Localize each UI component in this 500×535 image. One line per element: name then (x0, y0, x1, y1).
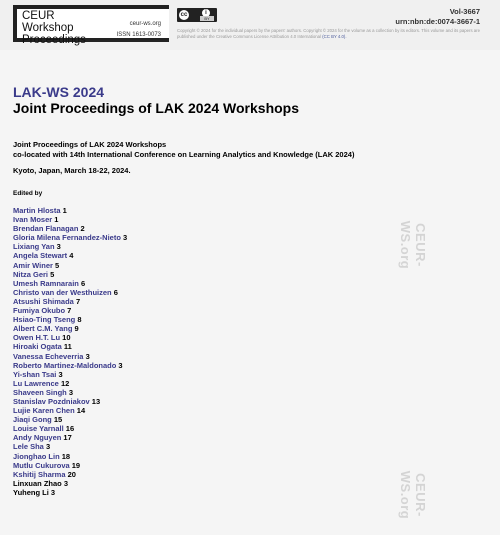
editor-name[interactable]: Louise Yarnall (13, 424, 64, 434)
editor-affiliation: 18 (59, 451, 71, 461)
editor-item (13, 261, 127, 270)
editor-item (13, 452, 127, 461)
watermark-2: CEUR-WS.org (398, 470, 428, 520)
editor-item (13, 315, 127, 324)
editor-affiliation: 14 (74, 406, 86, 416)
colocation-line-1: Joint Proceedings of LAK 2024 Workshops (13, 140, 167, 149)
editor-name[interactable]: Gloria Milena Fernandez-Nieto (13, 233, 121, 243)
editor-affiliation: 15 (51, 415, 63, 425)
editor-name[interactable]: Nitza Geri (13, 269, 49, 279)
editor-name[interactable]: Kshitij Sharma (13, 469, 66, 479)
page-title: Joint Proceedings of LAK 2024 Workshops (13, 100, 300, 116)
logo-line-2: Workshop (22, 22, 74, 34)
editor-affiliation: 3 (43, 442, 51, 452)
editor-item (13, 206, 127, 215)
editor-item (13, 251, 127, 260)
editor-name[interactable]: Shaveen Singh (13, 387, 67, 397)
editor-affiliation: 20 (65, 469, 76, 479)
editor-affiliation: 7 (65, 306, 72, 316)
editor-name[interactable]: Christo van der Westhuizen (13, 287, 112, 297)
editor-affiliation: 3 (54, 242, 61, 252)
cc-icon: cc (180, 12, 188, 18)
editor-name[interactable]: Vanessa Echeverria (13, 351, 84, 361)
editor-affiliation: 3 (48, 487, 56, 497)
editor-item (13, 297, 127, 306)
editor-item (13, 415, 127, 424)
editor-name[interactable]: Roberto Martinez-Maldonado (13, 360, 117, 370)
editor-affiliation: 3 (116, 360, 123, 370)
editor-item (13, 233, 127, 242)
by-icon: i (202, 9, 210, 17)
editor-affiliation: 2 (78, 224, 85, 234)
ceur-logo[interactable] (13, 5, 169, 46)
license-text (177, 28, 482, 39)
editor-name: Linxuan Zhao (13, 478, 62, 488)
editor-name[interactable]: Brendan Flanagan (13, 224, 79, 234)
editor-name[interactable]: Mutlu Cukurova (13, 460, 70, 470)
editor-affiliation: 7 (73, 296, 81, 306)
editor-affiliation: 3 (120, 233, 128, 243)
editor-affiliation: 6 (111, 287, 118, 297)
volume-info (395, 7, 480, 27)
license-link[interactable]: (CC BY 4.0). (322, 33, 347, 39)
editor-item (13, 479, 127, 488)
editor-name[interactable]: Stanislav Pozdniakov (13, 396, 90, 406)
editor-item (13, 433, 127, 442)
editor-item (13, 324, 127, 333)
page-header (0, 0, 500, 50)
editor-name[interactable]: Yi-shan Tsai (13, 369, 57, 379)
editor-affiliation: 1 (52, 215, 59, 225)
editor-item (13, 442, 127, 451)
editor-affiliation: 17 (61, 433, 72, 443)
editor-name[interactable]: Owen H.T. Lu (13, 333, 61, 343)
editor-item (13, 288, 127, 297)
colocation-line-2: co-located with 14th International Conference on Learning Analytics and Knowledge (LAK 2024) (13, 150, 355, 159)
editor-name[interactable]: Lujie Karen Chen (13, 406, 75, 416)
editor-item (13, 461, 127, 470)
editor-item (13, 488, 127, 497)
logo-line-3: Proceedings (22, 34, 86, 46)
editor-name[interactable]: Atsushi Shimada (13, 296, 74, 306)
editor-item (13, 424, 127, 433)
logo-wordmark (22, 10, 86, 46)
editor-name: Yuheng Li (13, 487, 49, 497)
editor-name[interactable]: Jiaqi Gong (13, 415, 52, 425)
editor-affiliation: 19 (69, 460, 81, 470)
editor-name[interactable]: Umesh Ramnarain (13, 278, 79, 288)
editor-name[interactable]: Albert C.M. Yang (13, 324, 73, 334)
logo-info (117, 19, 161, 41)
editor-name[interactable]: Lixiang Yan (13, 242, 55, 252)
editor-name[interactable]: Fumiya Okubo (13, 306, 66, 316)
editor-item (13, 352, 127, 361)
editor-name[interactable]: Jionghao Lin (13, 451, 60, 461)
workshop-title: LAK-WS 2024 (13, 84, 105, 100)
colocation-info (13, 140, 354, 160)
volume-number: Vol-3667 (449, 7, 480, 16)
license-statement: Copyright © 2024 for the individual papers by the papers' authors. Copyright © 2024 for the volume as a collection by its editors. This volume and its papers are published under the Creative Commons License Attribution 4.0 International (177, 28, 481, 39)
editor-affiliation: 5 (52, 260, 60, 270)
editor-item (13, 370, 127, 379)
logo-issn: ISSN 1613-0073 (116, 32, 161, 38)
editor-item (13, 397, 127, 406)
editor-name[interactable]: Hsiao-Ting Tseng (13, 315, 76, 325)
editor-item (13, 215, 127, 224)
editor-affiliation: 8 (75, 315, 82, 325)
editor-affiliation: 5 (48, 269, 55, 279)
editor-affiliation: 3 (83, 351, 90, 361)
volume-urn: urn:nbn:de:0074-3667-1 (395, 17, 480, 26)
editor-affiliation: 12 (58, 378, 70, 388)
editor-item (13, 342, 127, 351)
editor-affiliation: 9 (72, 324, 79, 334)
editor-name[interactable]: Lu Lawrence (13, 378, 59, 388)
watermark: CEUR-WS.org (398, 220, 428, 270)
editor-item (13, 279, 127, 288)
editor-affiliation: 13 (89, 396, 101, 406)
editor-name[interactable]: Andy Nguyen (13, 433, 62, 443)
editor-item (13, 361, 127, 370)
editor-affiliation: 1 (60, 206, 67, 215)
editor-item (13, 242, 127, 251)
editor-affiliation: 6 (78, 278, 86, 288)
editor-item (13, 333, 127, 342)
editor-name[interactable]: Hiroaki Ogata (13, 342, 62, 352)
editor-item (13, 379, 127, 388)
editor-item (13, 224, 127, 233)
editor-affiliation: 3 (61, 478, 69, 488)
editor-name[interactable]: Martin Hlosta (13, 206, 61, 215)
by-label: BY (200, 16, 214, 21)
editor-name[interactable]: Amir Winer (13, 260, 53, 270)
cc-by-license-icon[interactable] (177, 8, 217, 22)
editor-item (13, 406, 127, 415)
editor-name[interactable]: Angela Stewart (13, 251, 68, 261)
editor-item (13, 388, 127, 397)
logo-site: ceur-ws.org (129, 21, 161, 27)
editor-list (13, 206, 127, 497)
editor-affiliation: 4 (67, 251, 74, 261)
editor-affiliation: 3 (66, 387, 74, 397)
editor-name[interactable]: Lele Sha (13, 442, 44, 452)
editor-affiliation: 3 (56, 369, 63, 379)
editor-item (13, 306, 127, 315)
editor-item (13, 270, 127, 279)
editor-name[interactable]: Ivan Moser (13, 215, 53, 225)
editor-affiliation: 16 (63, 424, 75, 434)
edited-by-label: Edited by (13, 190, 43, 197)
event-location: Kyoto, Japan, March 18-22, 2024. (13, 166, 131, 175)
logo-line-1: CEUR (22, 10, 55, 22)
editor-item (13, 470, 127, 479)
editor-affiliation: 10 (60, 333, 71, 343)
editor-affiliation: 11 (61, 342, 72, 352)
